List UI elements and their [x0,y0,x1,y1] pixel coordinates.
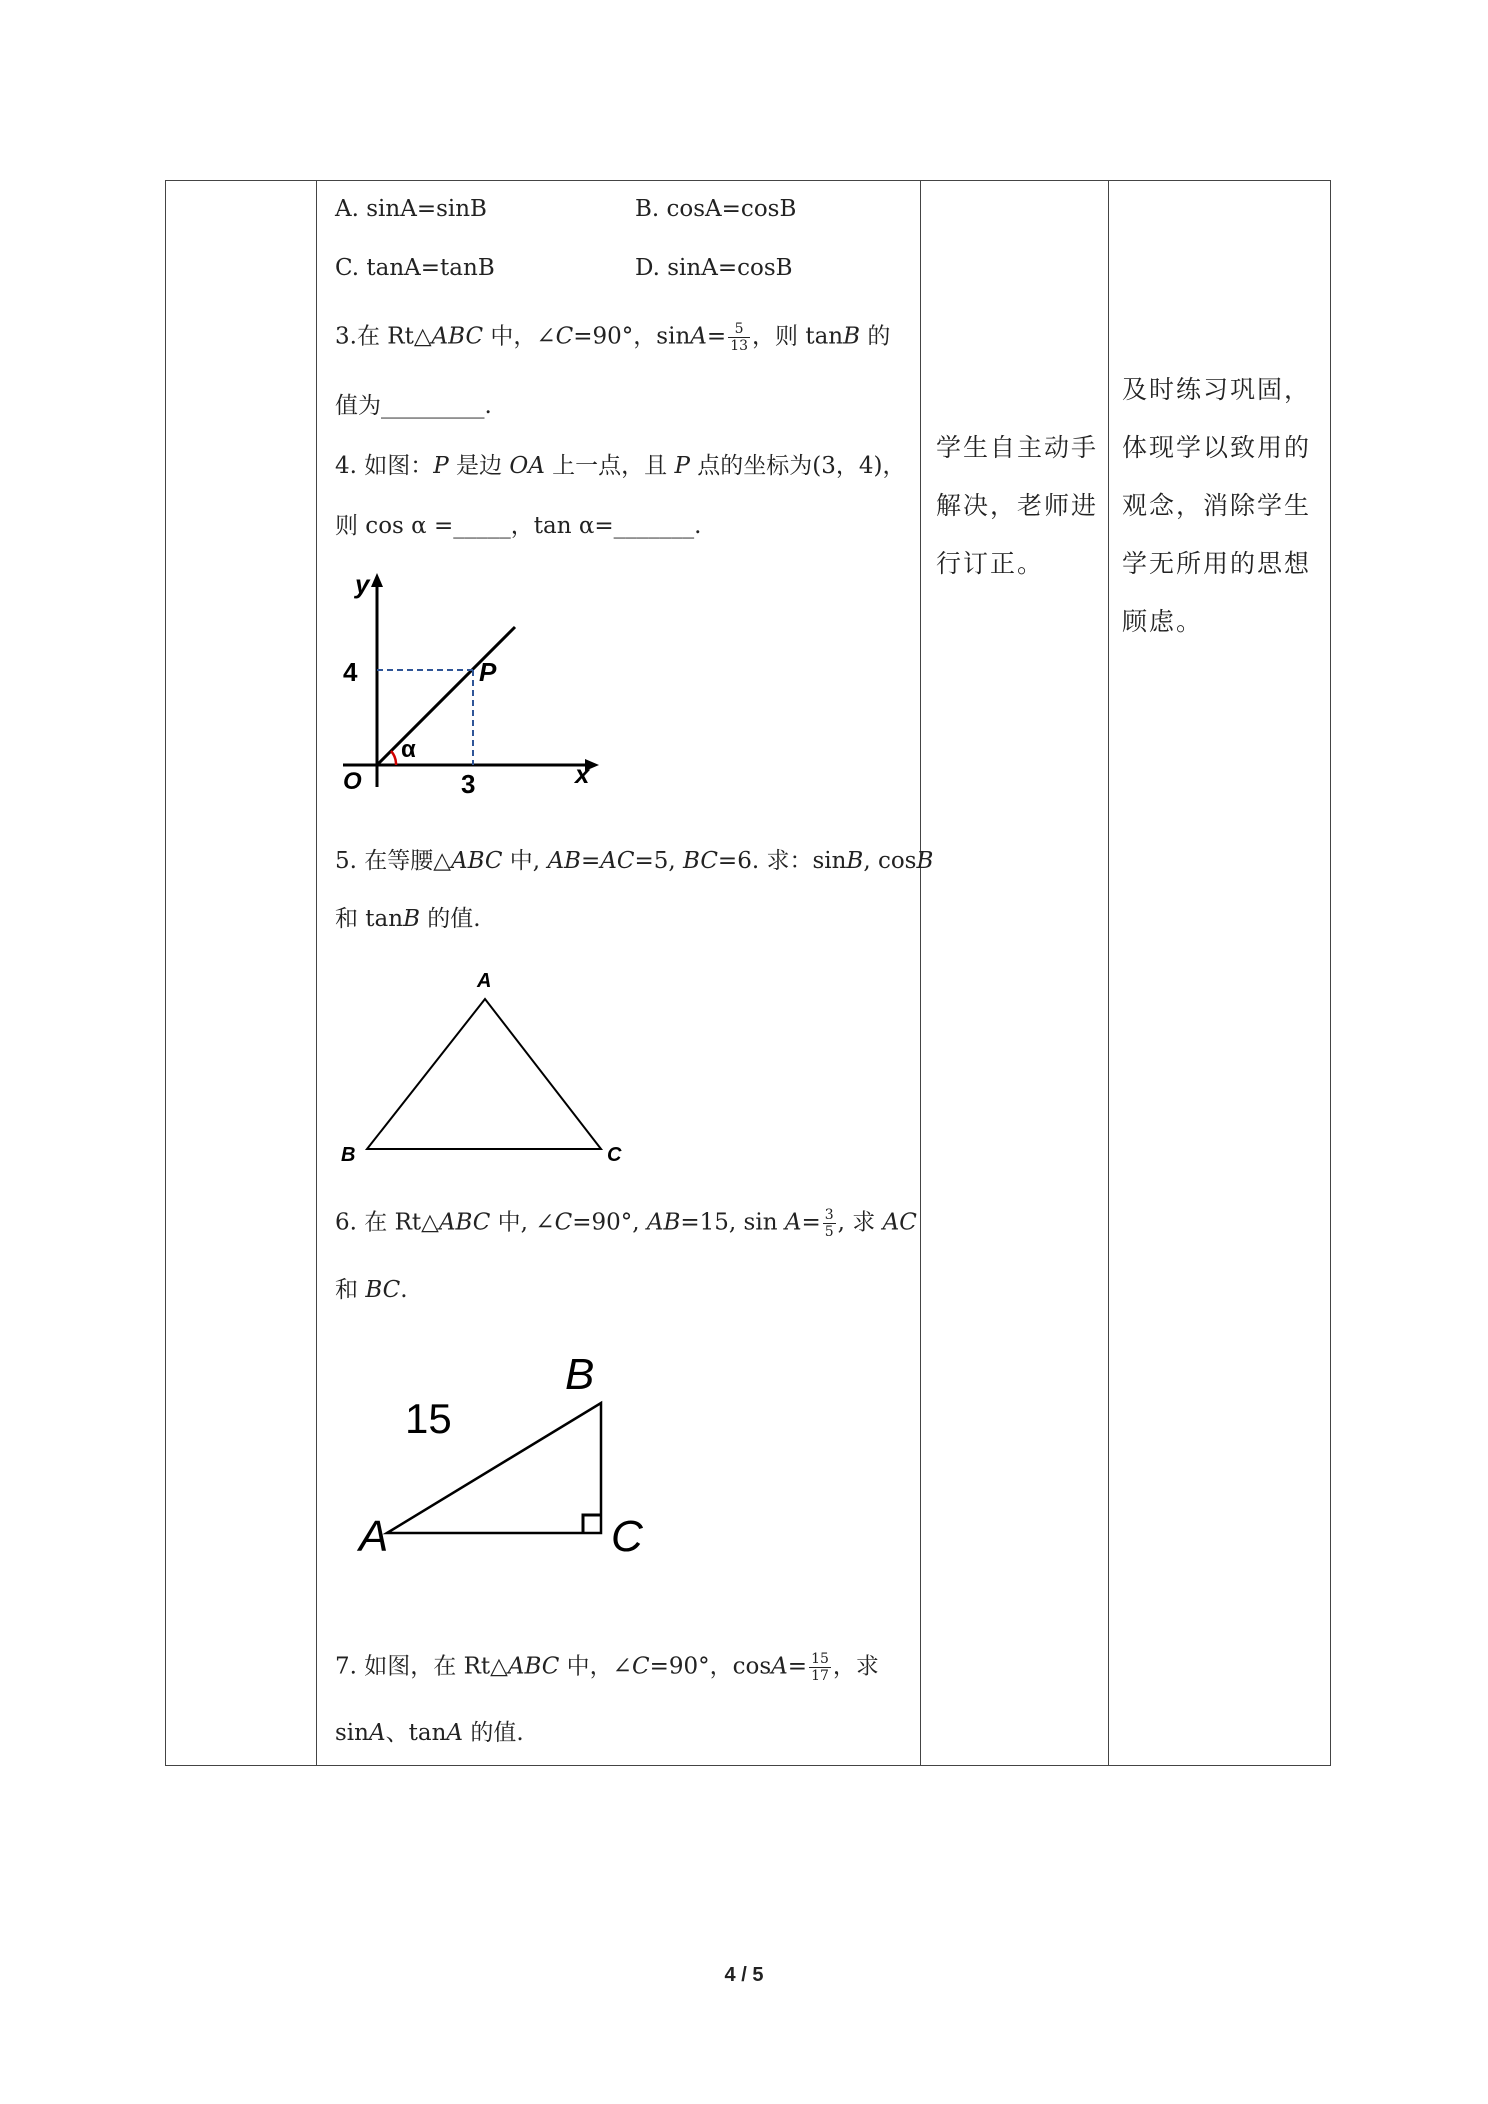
question-6-line-2: 和 BC. [335,1277,408,1303]
question-4-line-2: 则 cos α =_____，tan α=_______. [335,513,702,539]
question-6-line-1: 6. 在 Rt△ABC 中, ∠C=90°, AB=15, sin A= $\frac{3}{5}$ , 求 AC [335,1207,917,1240]
vertex-c-label: C [611,1512,643,1561]
column-divider-2 [920,181,921,1765]
question-3-line-2: 值为_________. [335,393,492,419]
vertex-b-label: B [565,1350,595,1399]
y-axis-label: y [355,571,370,599]
fraction: $\frac{3}{5}$ [824,1207,834,1240]
design-intent-cell [1122,361,1328,651]
intent-line-5: 顾虑。 [1122,607,1204,636]
page-number: 4 / 5 [724,1964,764,1986]
intent-line-3: 观念，消除学生 [1122,491,1312,520]
column-divider-1 [316,181,317,1765]
intent-line-1: 及时练习巩固， [1122,375,1312,404]
vertex-a-label: A [359,1512,389,1561]
question-5-line-2: 和 tanB 的值. [335,906,481,932]
coordinate-figure [329,571,619,801]
intent-line-4: 学无所用的思想 [1122,549,1312,578]
option-d: D. sinA=cosB [635,255,793,281]
column-divider-3 [1108,181,1109,1765]
question-3-line-1: 3.在 Rt△ABC 中，∠C=90°，sinA= $\frac{5}{13}$ ，则 tanB 的 [335,321,891,354]
isosceles-triangle-figure [329,961,629,1171]
student-activity-cell [936,419,1102,593]
question-4-line-1: 4. 如图：P 是边 OA 上一点，且 P 点的坐标为(3，4)， [335,453,906,479]
question-7-line-1: 7. 如图，在 Rt△ABC 中，∠C=90°，cosA= $\frac{15}{17}$ ，求 [335,1651,879,1684]
option-c: C. tanA=tanB [335,255,495,281]
vertex-b-label: B [341,1144,356,1166]
option-a: A. sinA=sinB [335,196,487,222]
y-tick-4: 4 [343,657,358,687]
point-p-label: P [479,657,497,687]
right-triangle-figure [329,1331,669,1561]
lesson-table [165,180,1331,1766]
activity-line-2: 解决，老师进 [936,491,1099,520]
x-tick-3: 3 [461,769,476,799]
option-b: B. cosA=cosB [635,196,797,222]
alpha-label: α [401,736,416,763]
vertex-a-label: A [477,970,492,992]
activity-line-3: 行订正。 [936,549,1045,578]
x-axis-label: x [575,759,590,789]
vertex-c-label: C [607,1144,622,1166]
question-7-line-2: sinA、tanA 的值. [335,1720,524,1746]
question-5-line-1: 5. 在等腰△ABC 中, AB=AC=5, BC=6. 求：sinB, cosB [335,848,934,874]
origin-label: O [343,768,362,795]
exercises-cell [329,181,934,1765]
activity-line-1: 学生自主动手 [936,433,1099,462]
fraction: $\frac{5}{13}$ [730,321,749,354]
fraction: $\frac{15}{17}$ [811,1651,829,1684]
hypotenuse-length-label: 15 [405,1395,452,1442]
intent-line-2: 体现学以致用的 [1122,433,1312,462]
